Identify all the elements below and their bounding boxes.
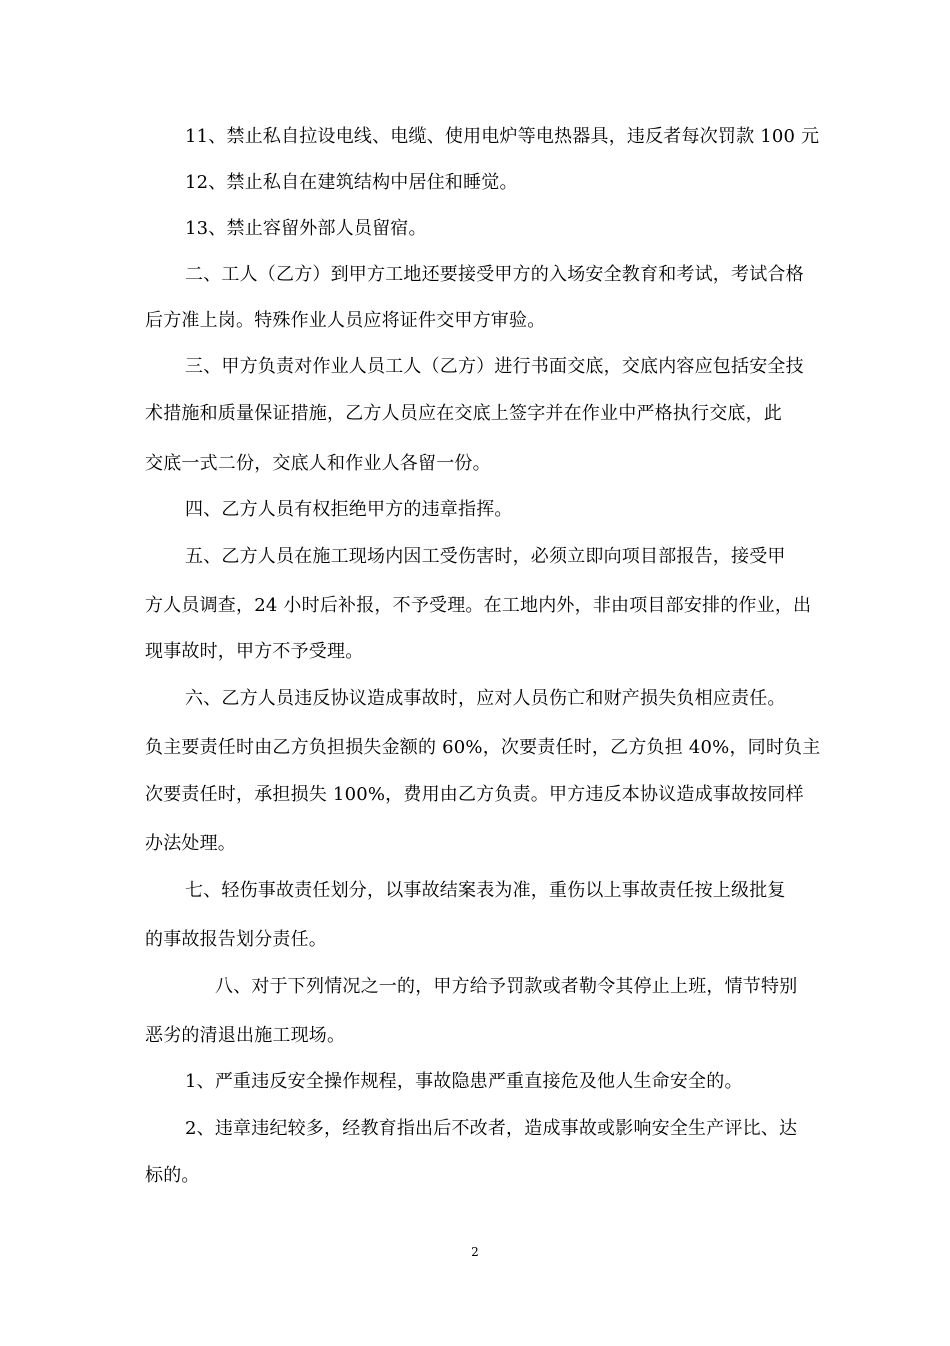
text-line: 11、禁止私自拉设电线、电缆、使用电炉等电热器具，违反者每次罚款 100 元: [185, 126, 820, 147]
text-line: 办法处理。: [145, 833, 236, 854]
text-line: 标的。: [145, 1165, 200, 1186]
text-line: 12、禁止私自在建筑结构中居住和睡觉。: [185, 172, 518, 193]
text-line: 方人员调查，24 小时后补报，不予受理。在工地内外，非由项目部安排的作业，出: [145, 595, 812, 616]
text-line: 八、对于下列情况之一的，甲方给予罚款或者勒令其停止上班，情节特别: [215, 976, 798, 997]
text-line: 13、禁止容留外部人员留宿。: [185, 218, 427, 239]
page-number: 2: [471, 1245, 479, 1259]
text-line: 次要责任时，承担损失 100%，费用由乙方负责。甲方违反本协议造成事故按同样: [145, 784, 804, 805]
text-line: 交底一式二份，交底人和作业人各留一份。: [145, 453, 491, 474]
text-line: 后方准上岗。特殊作业人员应将证件交甲方审验。: [145, 310, 546, 331]
text-line: 六、乙方人员违反协议造成事故时，应对人员伤亡和财产损失负相应责任。: [185, 688, 786, 709]
text-line: 的事故报告划分责任。: [145, 929, 327, 950]
text-line: 1、严重违反安全操作规程，事故隐患严重直接危及他人生命安全的。: [185, 1071, 743, 1092]
text-line: 七、轻伤事故责任划分，以事故结案表为准，重伤以上事故责任按上级批复: [185, 880, 786, 901]
text-line: 五、乙方人员在施工现场内因工受伤害时，必须立即向项目部报告，接受甲: [185, 546, 786, 567]
text-line: 恶劣的清退出施工现场。: [145, 1025, 346, 1046]
text-line: 三、甲方负责对作业人员工人（乙方）进行书面交底，交底内容应包括安全技: [185, 356, 804, 377]
text-line: 四、乙方人员有权拒绝甲方的违章指挥。: [185, 499, 513, 520]
text-line: 负主要责任时由乙方负担损失金额的 60%，次要责任时，乙方负担 40%，同时负主: [145, 737, 821, 758]
text-line: 2、违章违纪较多，经教育指出后不改者，造成事故或影响安全生产评比、达: [185, 1118, 798, 1139]
text-line: 术措施和质量保证措施，乙方人员应在交底上签字并在作业中严格执行交底，此: [145, 403, 782, 424]
text-line: 现事故时，甲方不予受理。: [145, 641, 364, 662]
text-line: 二、工人（乙方）到甲方工地还要接受甲方的入场安全教育和考试，考试合格: [185, 264, 804, 285]
